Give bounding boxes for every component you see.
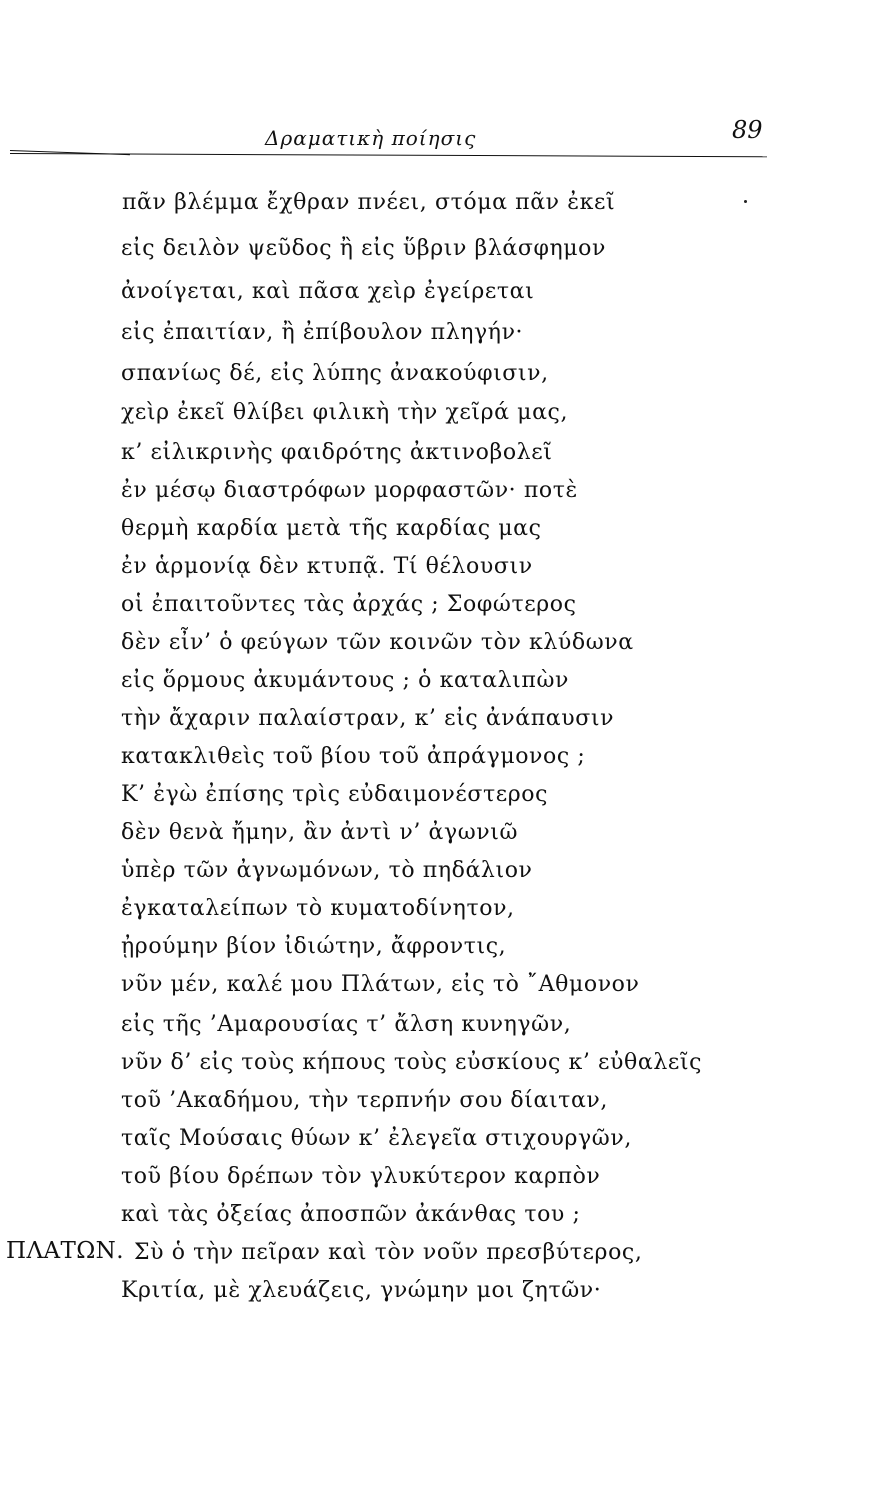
verse-line: κ’ εἰλικρινὴς φαιδρότης ἀκτινοβολεῖ	[121, 440, 553, 465]
verse-line: νῦν δ’ εἰς τοὺς κήπους τοὺς εὐσκίους κ’ εὐθαλεῖς	[121, 1050, 703, 1075]
verse-line: Κ’ ἐγὼ ἐπίσης τρὶς εὐδαιμονέστερος	[121, 782, 549, 807]
verse-line: ᾐρούμην βίον ἰδιώτην, ἄφροντις,	[121, 934, 507, 959]
verse-line: ὑπὲρ τῶν ἀγνωμόνων, τὸ πηδάλιον	[121, 858, 533, 883]
speaker-name: ΠΛΑΤΩΝ.	[6, 1238, 124, 1264]
verse-line: εἰς ὅρμους ἀκυμάντους ; ὁ καταλιπὼν	[121, 668, 569, 693]
verse-line: ταῖς Μούσαις θύων κ’ ἐλεγεῖα στιχουργῶν,	[121, 1126, 632, 1151]
verse-line: τὴν ἄχαριν παλαίστραν, κ’ εἰς ἀνάπαυσιν	[121, 706, 615, 731]
verse-line: εἰς δειλὸν ψεῦδος ἢ εἰς ὕβριν βλάσφημον	[121, 236, 606, 261]
running-title: Δραματικὴ ποίησις	[265, 126, 477, 150]
verse-line: ἐγκαταλείπων τὸ κυματοδίνητον,	[121, 896, 515, 921]
verse-line: τοῦ ’Ακαδήμου, τὴν τερπνήν σου δίαιταν,	[121, 1088, 608, 1113]
verse-line: σπανίως δέ, εἰς λύπης ἀνακούφισιν,	[121, 361, 549, 386]
verse-line: Κριτία, μὲ χλευάζεις, γνώμην μοι ζητῶν·	[121, 1278, 602, 1303]
verse-line: ἐν μέσῳ διαστρόφων μορφαστῶν· ποτὲ	[121, 478, 578, 503]
verse-line: χεὶρ ἐκεῖ θλίβει φιλικὴ τὴν χεῖρά μας,	[121, 400, 569, 425]
verse-line: οἱ ἐπαιτοῦντες τὰς ἀρχάς ; Σοφώτερος	[121, 592, 577, 617]
verse-line: ἀνοίγεται, καὶ πᾶσα χεὶρ ἐγείρεται	[121, 279, 535, 304]
header-rule	[10, 153, 767, 157]
verse-line: δὲν θενὰ ἤμην, ἂν ἀντὶ ν’ ἀγωνιῶ	[121, 820, 518, 845]
verse-line: νῦν μέν, καλέ μου Πλάτων, εἰς τὸ ῎Αθμονον	[121, 972, 640, 997]
verse-line: ἐν ἁρμονίᾳ δὲν κτυπᾷ. Τί θέλουσιν	[121, 554, 533, 579]
verse-line: θερμὴ καρδία μετὰ τῆς καρδίας μας	[121, 516, 542, 541]
page-header	[0, 112, 883, 162]
verse-line: πᾶν βλέμμα ἔχθραν πνέει, στόμα πᾶν ἐκεῖ	[122, 190, 616, 215]
ink-speck	[744, 200, 747, 203]
verse-line: Σὺ ὁ τὴν πεῖραν καὶ τὸν νοῦν πρεσβύτερος,	[134, 1240, 643, 1265]
verse-line: εἰς τῆς ’Αμαρουσίας τ’ ἄλση κυνηγῶν,	[121, 1012, 572, 1037]
verse-line: καὶ τὰς ὀξείας ἀποσπῶν ἀκάνθας του ;	[121, 1202, 581, 1227]
verse-line: τοῦ βίου δρέπων τὸν γλυκύτερον καρπὸν	[121, 1164, 601, 1189]
verse-line: εἰς ἐπαιτίαν, ἢ ἐπίβουλον πληγήν·	[121, 320, 524, 345]
verse-line: κατακλιθεὶς τοῦ βίου τοῦ ἀπράγμονος ;	[121, 744, 586, 769]
page-number: 89	[732, 116, 763, 144]
verse-line: δὲν εἶν’ ὁ φεύγων τῶν κοινῶν τὸν κλύδωνα	[121, 630, 634, 655]
